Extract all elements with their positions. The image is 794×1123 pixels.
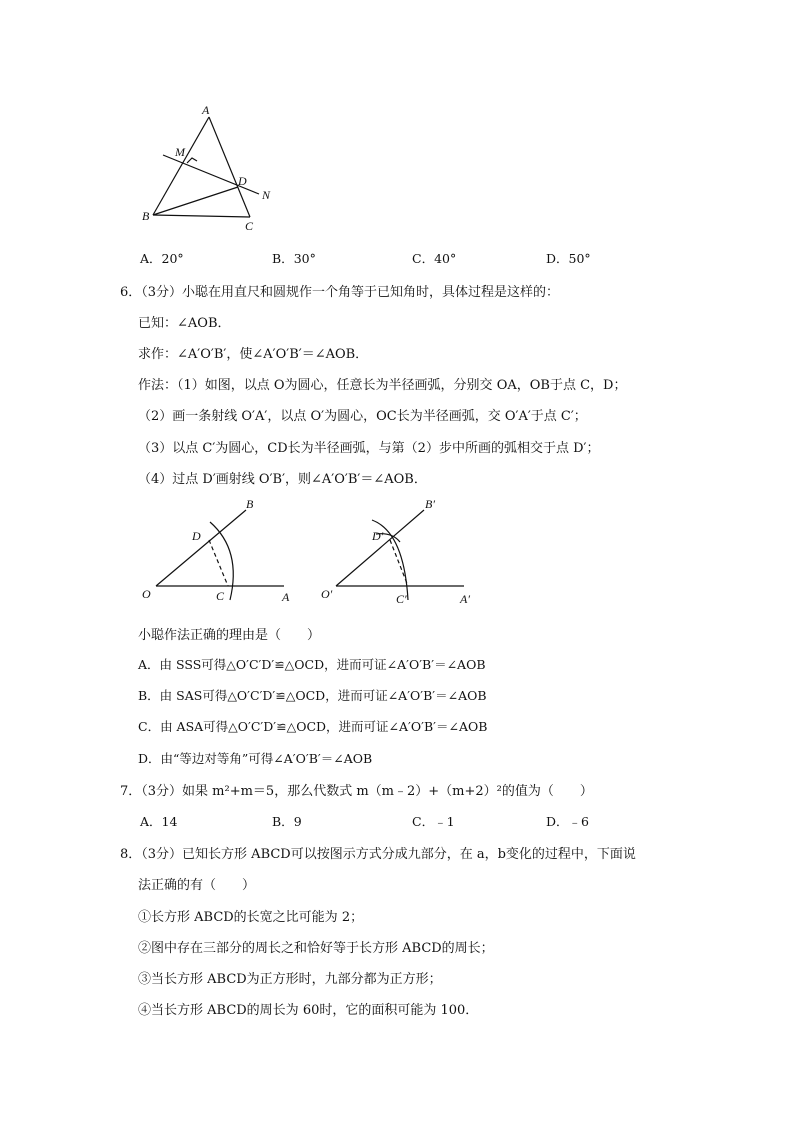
q6-step-1: 作法：（1）如图，以点 O为圆心，任意长为半径画弧，分别交 OA，OB于点 C，D； (138, 378, 627, 393)
segment-bd (153, 187, 238, 215)
label-c: C (245, 219, 254, 233)
dashed-c-prime-d-prime (390, 540, 408, 586)
label-d: D (192, 529, 201, 543)
q6-option-a[interactable]: A．由 SSS可得△O′C′D′≌△OCD，进而可证∠A′O′B′＝∠AOB (138, 657, 486, 672)
label-a: A (282, 590, 290, 604)
label-b-prime: B′ (425, 497, 435, 511)
ray-ob (156, 510, 246, 586)
q8-statement-3: ③当长方形 ABCD为正方形时，九部分都为正方形； (138, 972, 442, 987)
segment-ac (209, 117, 250, 217)
q6-given: 已知：∠AOB． (138, 316, 231, 331)
q6-angle-figure-left (138, 492, 308, 607)
q6-step-4: （4）过点 D′画射线 O′B′，则∠A′O′B′＝∠AOB． (138, 472, 427, 487)
dashed-cd (209, 540, 228, 586)
q6-required: 求作：∠A′O′B′，使∠A′O′B′＝∠AOB． (138, 347, 369, 362)
q8-stem-line-2: 法正确的有（ ） (138, 878, 256, 893)
segment-bc (153, 215, 250, 217)
label-c-prime: C′ (396, 592, 407, 606)
q5-option-b[interactable]: B．30° (272, 251, 316, 266)
q6-option-c[interactable]: C．由 ASA可得△O′C′D′≌△OCD，进而可证∠A′O′B′＝∠AOB (138, 719, 488, 734)
q7-option-d[interactable]: D．﹣6 (546, 814, 589, 829)
label-b: B (246, 497, 254, 511)
label-b: B (142, 209, 150, 223)
label-a: A (202, 103, 210, 117)
q6-stem: 6．（3分）小聪在用直尺和圆规作一个角等于已知角时，具体过程是这样的： (120, 285, 560, 300)
q8-statement-4: ④当长方形 ABCD的周长为 60时，它的面积可能为 100． (138, 1003, 479, 1018)
q7-option-a[interactable]: A．14 (140, 814, 178, 829)
q8-statement-2: ②图中存在三部分的周长之和恰好等于长方形 ABCD的周长； (138, 941, 494, 956)
q6-step-2: （2）画一条射线 O′A′，以点 O′为圆心，OC长为半径画弧，交 O′A′于点 C′； (138, 409, 587, 424)
label-c: C (216, 589, 225, 603)
label-d: D (238, 174, 247, 188)
segment-ab (153, 117, 209, 215)
q6-question: 小聪作法正确的理由是（ ） (138, 628, 321, 643)
q6-option-d[interactable]: D．由“等边对等角”可得∠A′O′B′＝∠AOB (138, 751, 373, 766)
label-o: O (142, 587, 151, 601)
label-m: M (175, 145, 185, 159)
q6-option-b[interactable]: B．由 SAS可得△O′C′D′≌△OCD，进而可证∠A′O′B′＝∠AOB (138, 688, 487, 703)
q7-option-b[interactable]: B．9 (272, 814, 302, 829)
q7-option-c[interactable]: C．﹣1 (412, 814, 455, 829)
label-o-prime: O′ (321, 587, 333, 601)
q8-statement-1: ①长方形 ABCD的长宽之比可能为 2； (138, 910, 364, 925)
ray-o-prime-b-prime (336, 510, 424, 586)
q5-option-a[interactable]: A．20° (140, 251, 184, 266)
right-angle-mark (187, 158, 197, 163)
q6-angle-figure-right (316, 492, 486, 607)
q5-option-c[interactable]: C．40° (412, 251, 457, 266)
q5-triangle-figure (130, 98, 290, 238)
label-n: N (262, 188, 271, 202)
q5-option-d[interactable]: D．50° (546, 251, 591, 266)
q8-stem-line-1: 8．（3分）已知长方形 ABCD可以按图示方式分成九部分，在 a，b变化的过程中，下面说 (120, 847, 636, 862)
label-d-prime: D′ (372, 529, 384, 543)
label-a-prime: A′ (460, 592, 470, 606)
q7-stem: 7．（3分）如果 m²+m＝5，那么代数式 m（m﹣2）+（m+2）²的值为（ ） (120, 784, 593, 799)
q6-step-3: （3）以点 C′为圆心，CD长为半径画弧，与第（2）步中所画的弧相交于点 D′； (138, 441, 600, 456)
